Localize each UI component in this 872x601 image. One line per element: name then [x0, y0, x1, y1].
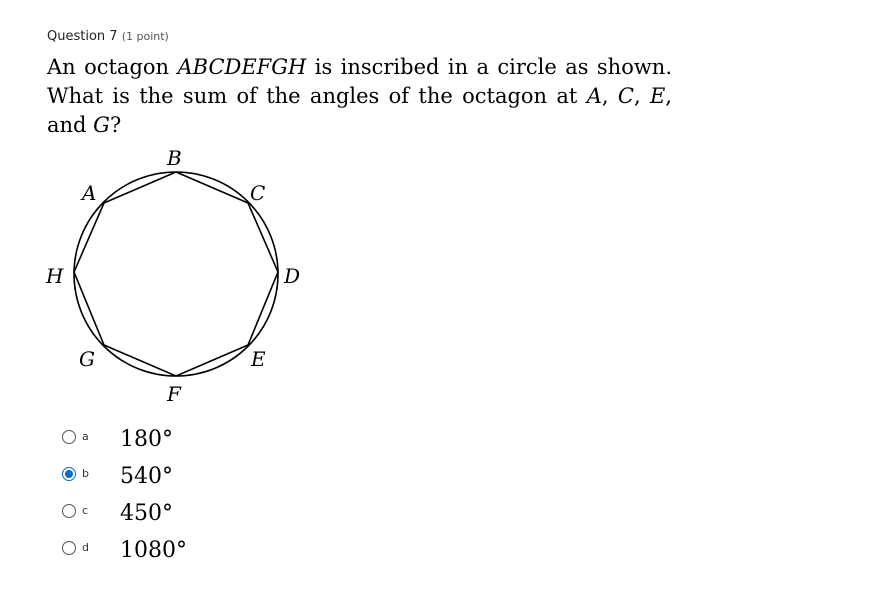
vertex-label-h: H — [46, 264, 64, 288]
option-value: 450° — [120, 501, 173, 526]
option-letter: c — [82, 504, 89, 517]
question-text-segment: , and — [47, 84, 672, 137]
option-value: 540° — [120, 464, 173, 489]
question-number: Question 7 — [47, 29, 118, 44]
vertex-label-f: F — [167, 382, 181, 406]
radio-button-c[interactable] — [62, 504, 76, 518]
option-a[interactable] — [60, 425, 360, 462]
vertex-label-e: E — [251, 347, 266, 371]
math-variable: ABCDEFGH — [177, 55, 307, 79]
option-b[interactable] — [60, 462, 360, 499]
option-c[interactable] — [60, 499, 360, 536]
vertex-label-b: B — [167, 146, 182, 170]
vertex-label-a: A — [82, 181, 97, 205]
math-variable: C — [617, 84, 634, 108]
inscribed-octagon — [74, 172, 278, 376]
question-text-segment: An octagon — [47, 55, 178, 79]
vertex-label-c: C — [250, 181, 266, 205]
answer-options — [60, 425, 360, 573]
math-variable: A — [586, 84, 602, 108]
radio-button-a[interactable] — [62, 430, 76, 444]
option-letter: b — [82, 467, 89, 480]
question-points: (1 point) — [121, 30, 169, 43]
option-value: 180° — [120, 427, 173, 452]
option-d[interactable] — [60, 536, 360, 573]
option-value: 1080° — [120, 538, 187, 563]
option-letter: a — [82, 430, 89, 443]
math-variable: E — [649, 84, 666, 108]
vertex-label-d: D — [284, 264, 301, 288]
option-letter: d — [82, 541, 89, 554]
radio-button-b[interactable] — [62, 467, 76, 481]
question-text-segment: is inscribed in a circle as shown. What is the sum of the angles of the octagon at — [47, 55, 673, 108]
question-text-segment: , — [633, 84, 650, 108]
question-text-segment: , — [601, 84, 618, 108]
math-variable: G — [93, 113, 110, 137]
radio-button-d[interactable] — [62, 541, 76, 555]
question-text-segment: ? — [109, 113, 122, 137]
vertex-label-g: G — [79, 347, 95, 371]
